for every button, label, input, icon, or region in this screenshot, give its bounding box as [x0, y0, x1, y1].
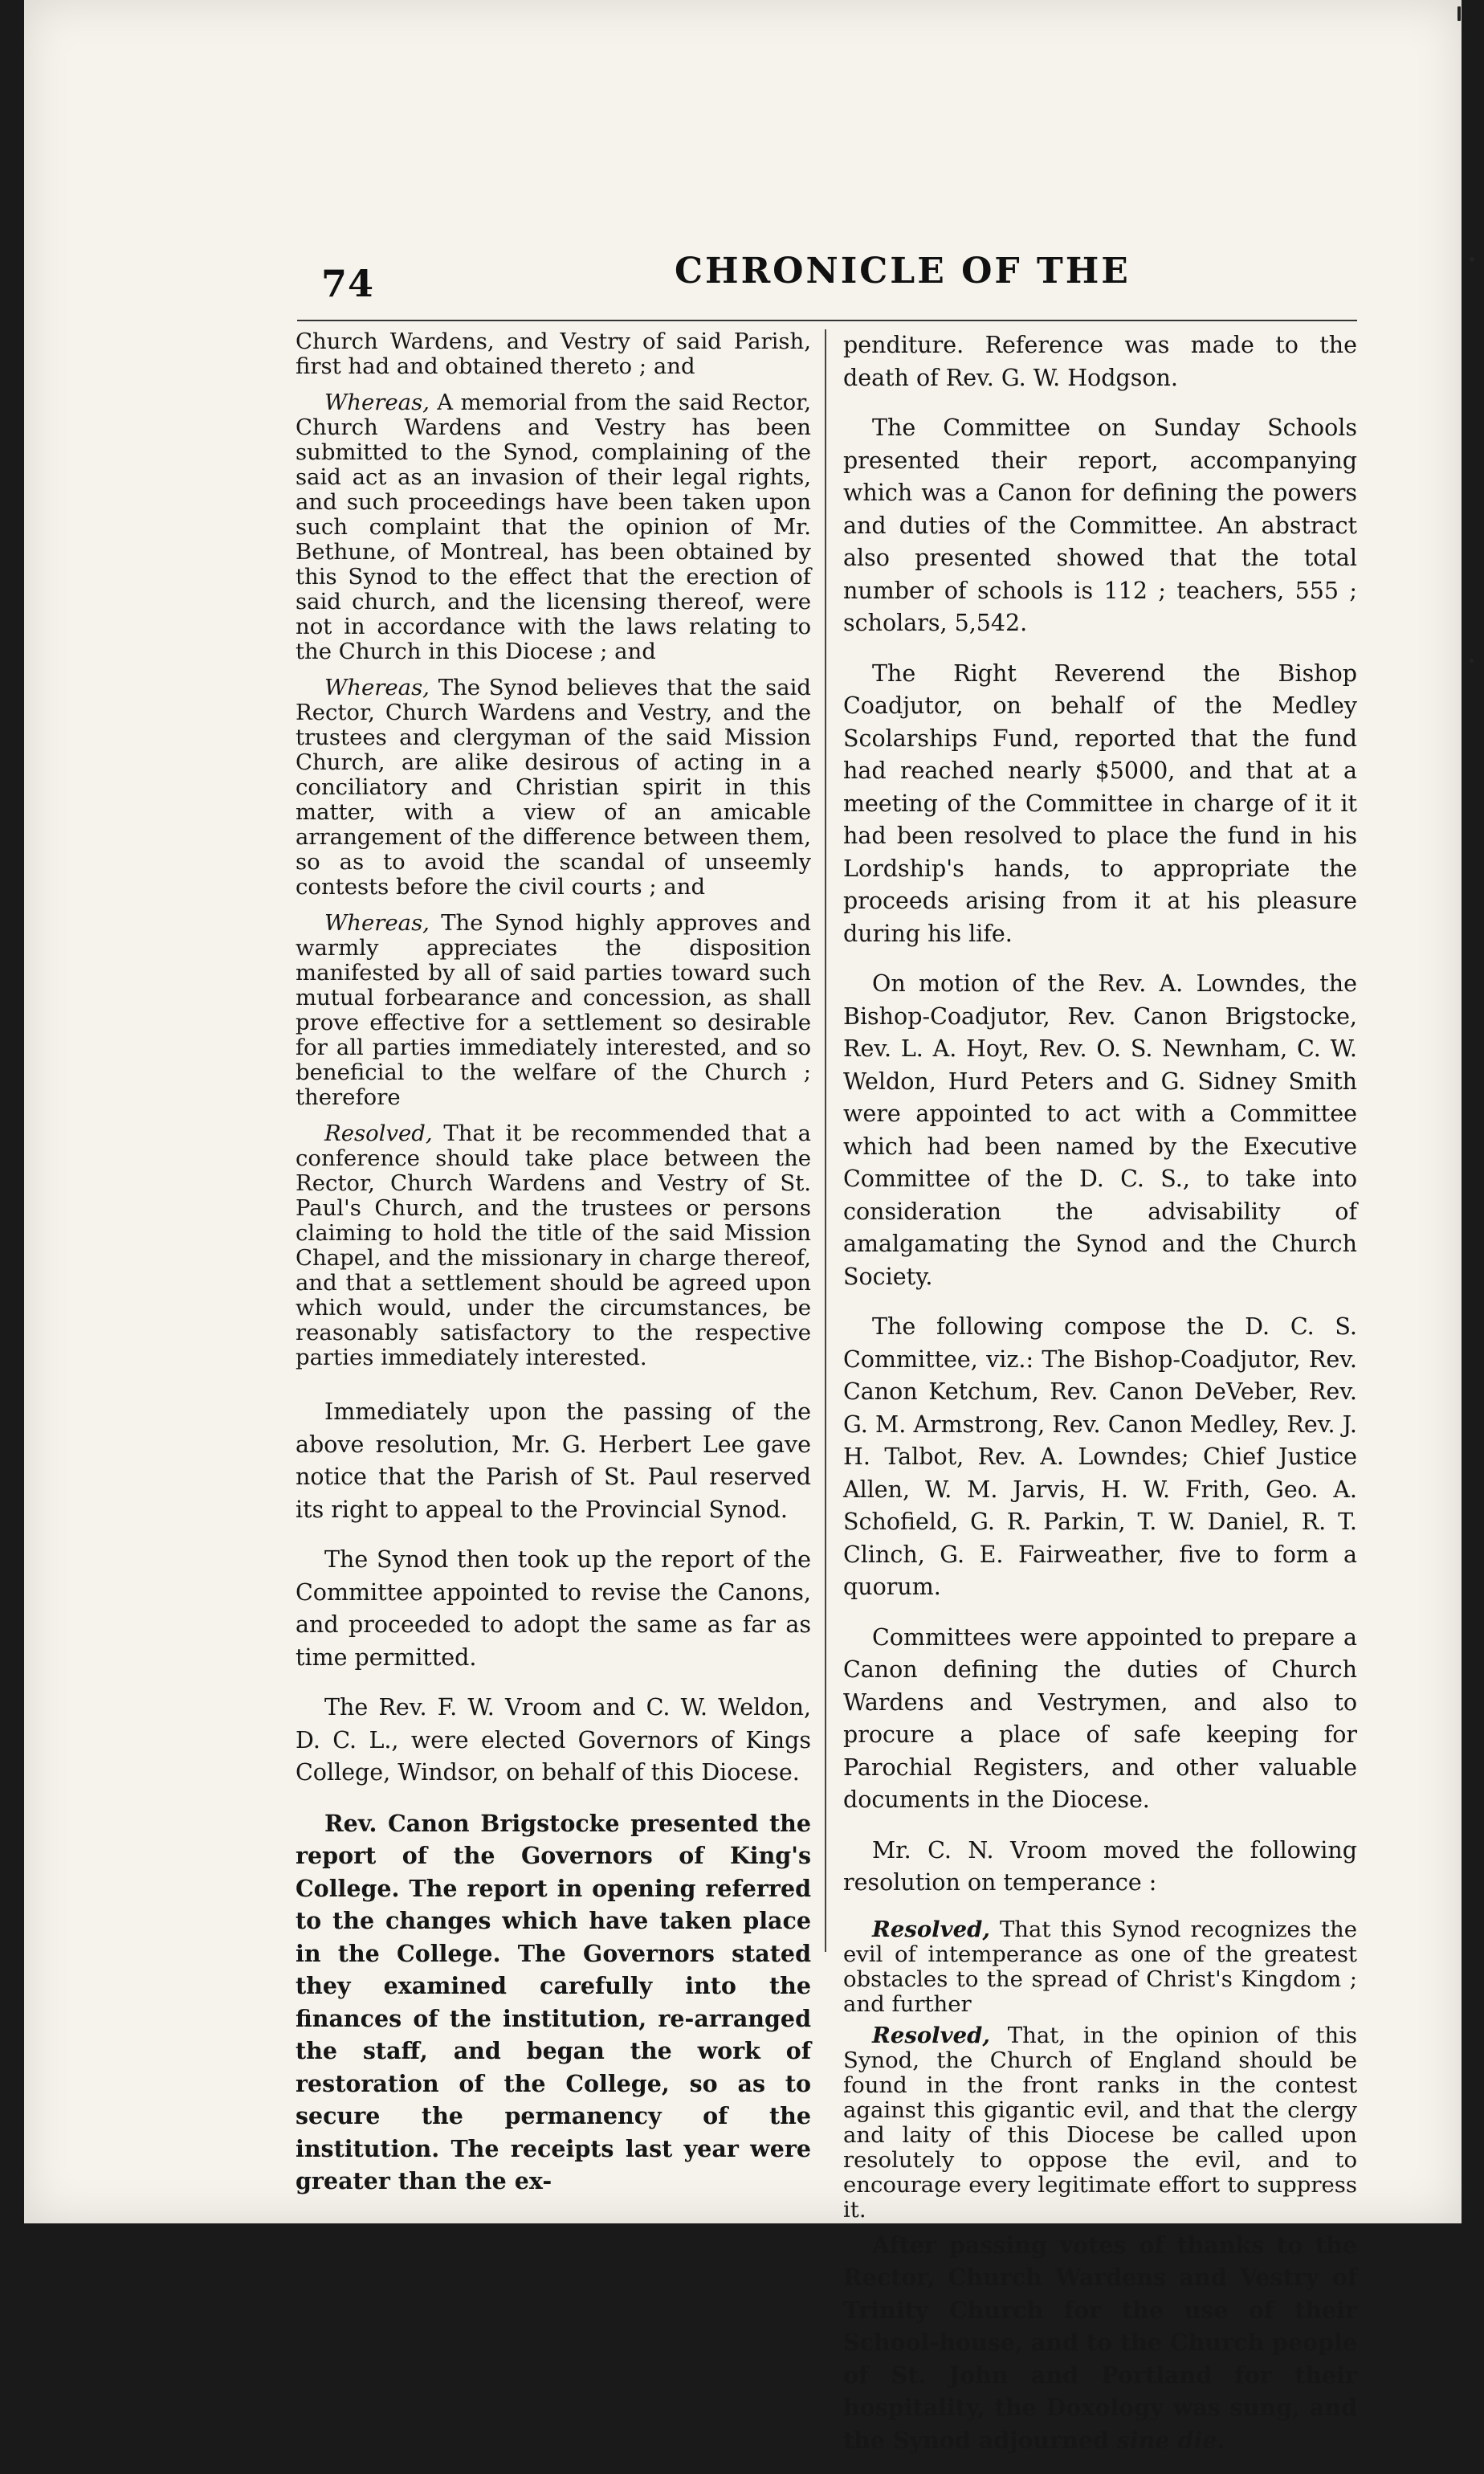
scan-speck — [1470, 257, 1474, 262]
paragraph-lead: Whereas, — [324, 910, 430, 936]
paragraph-lead: Resolved, — [872, 1916, 990, 1942]
paragraph-text: Immediately upon the passing of the above resolution, Mr. G. Herbert Lee gave notice that the Parish of St. Paul reserved its right to appeal to the Provincial Synod. — [296, 1398, 811, 1523]
paragraph-lead: Whereas, — [324, 390, 430, 415]
paragraph-text: A memorial from the said Rector, Church Wardens and Vestry has been submitted to the Synod, complaining of the said act as an invasion of their legal rights, and such proceedings have been taken upon such complaint that the opinion of Mr. Bethune, of Montreal, has been obtained by this Synod to the effect that the erection of said church, and the licensing thereof, were not in accordance with the laws relating to the Church in this Diocese ; and — [296, 390, 811, 664]
paragraph-text: The Rev. F. W. Vroom and C. W. Weldon, D. C. L., were elected Governors of Kings College, Windsor, on behalf of this Diocese. — [296, 1694, 811, 1786]
paragraph — [296, 676, 811, 900]
paragraph-text: The following compose the D. C. S. Committee, viz.: The Bishop-Coadjutor, Rev. Canon Ketchum, Rev. Canon DeVeber, Rev. G. M. Armstrong, Rev. Canon Medley, Rev. J. H. Talbot, Rev. A. Lowndes; Chief Justice Allen, W. M. Jarvis, H. W. Frith, Geo. A. Schofield, G. R. Parkin, T. W. Daniel, R. T. Clinch, G. E. Fairweather, five to form a quorum. — [843, 1313, 1357, 1600]
left-column — [296, 329, 811, 2215]
paragraph — [296, 1544, 811, 1674]
paragraph — [296, 390, 811, 664]
paragraph-text: Rev. Canon Brigstocke presented the report of the Governors of King's College. The report in opening referred to the changes which have taken place in the College. The Governors stated they examined carefully into the finances of the institution, re-arranged the staff, and began the work of restoration of the College, so as to secure the permanency of the institution. The receipts last year were greater than the ex- — [296, 1809, 811, 2194]
paragraph-text: That it be recommended that a conference should take place between the Rector, Church Wardens and Vestry of St. Paul's Church, and the trustees or persons claiming to hold the title of the said Mission Chapel, and the missionary in charge thereof, and that a settlement should be agreed upon which would, under the circumstances, be reasonably satisfactory to the respective parties immediately interested. — [296, 1121, 811, 1370]
paragraph-text: The Synod then took up the report of the Committee appointed to revise the Canons, and proceeded to adopt the same as far as time permitted. — [296, 1546, 811, 1671]
paragraph-text: After passing votes of thanks to the Rector, Church Wardens and Vestry of Trinity Church for the use of their School-house, and to the Church people of St. John and Portland for their hospitality, the Doxology was sung, and the Synod adjourned — [843, 2231, 1357, 2454]
paragraph-text: The Synod believes that the said Rector, Church Wardens and Vestry, and the trustees and clergyman of the said Mission Church, are alike desirous of acting in a conciliatory and Christian spirit in this matter, with a view of an amicable arrangement of the difference between them, so as to avoid the scandal of unseemly contests before the civil courts ; and — [296, 675, 811, 900]
paragraph-lead: Resolved, — [324, 1121, 433, 1146]
paragraph — [843, 412, 1357, 640]
paragraph — [843, 329, 1357, 394]
paragraph — [296, 1121, 811, 1370]
scan-mark — [1458, 6, 1461, 21]
paragraph-tail: sine die. — [1116, 2426, 1225, 2454]
paragraph-lead: Resolved, — [872, 2022, 990, 2048]
paragraph — [296, 329, 811, 379]
header-rule — [297, 320, 1357, 321]
paragraph-text: The Committee on Sunday Schools presented their report, accompanying which was a Canon for defining the powers and duties of the Committee. An abstract also presented showed that the total number of schools is 112 ; teachers, 555 ; scholars, 5,542. — [843, 414, 1357, 636]
running-title: CHRONICLE OF THE — [675, 251, 1131, 292]
paragraph-text: On motion of the Rev. A. Lowndes, the Bishop-Coadjutor, Rev. Canon Brigstocke, Rev. L. A. Hoyt, Rev. O. S. Newnham, C. W. Weldon, Hurd Peters and G. Sidney Smith were appointed to act with a Committee which had been named by the Executive Committee of the D. C. S., to take into consideration the advisability of amalgamating the Synod and the Church Society. — [843, 970, 1357, 1290]
paragraph — [296, 911, 811, 1110]
paragraph — [843, 1835, 1357, 1900]
paragraph — [843, 1622, 1357, 1817]
paragraph — [296, 1807, 811, 2198]
paragraph — [843, 2023, 1357, 2223]
paragraph — [296, 1396, 811, 1526]
paragraph-text: The Synod highly approves and warmly appreciates the disposition manifested by all of said parties toward such mutual forbearance and concession, as shall prove effective for a settlement so desirable for all parties immediately interested, and so beneficial to the welfare of the Church ; therefore — [296, 910, 811, 1110]
paragraph — [843, 1917, 1357, 2017]
right-column — [843, 329, 1357, 2474]
paragraph-text: The Right Reverend the Bishop Coadjutor, on behalf of the Medley Scolarships Fund, reported that the fund had reached nearly $5000, and that at a meeting of the Committee in charge of it it had been resolved to place the fund in his Lordship's hands, to appropriate the proceeds arising from it at his pleasure during his life. — [843, 659, 1357, 947]
paragraph — [843, 1311, 1357, 1604]
paragraph — [843, 658, 1357, 951]
paragraph-text: That this Synod recognizes the evil of intemperance as one of the greatest obstacles to the spread of Christ's Kingdom ; and further — [843, 1916, 1357, 2017]
page-header — [321, 247, 1389, 312]
paragraph-text: That, in the opinion of this Synod, the Church of England should be found in the front ranks in the contest against this gigantic evil, and that the clergy and laity of this Diocese be called upon resolutely to oppose the evil, and to encourage every legitimate effort to suppress it. — [843, 2022, 1357, 2223]
paragraph-lead: Whereas, — [324, 675, 430, 700]
paragraph-text: Mr. C. N. Vroom moved the following resolution on temperance : — [843, 1836, 1357, 1896]
paragraph-text: Committees were appointed to prepare a Canon defining the duties of Church Wardens and Vestrymen, and also to procure a place of safe keeping for Parochial Registers, and other valuable documents in the Diocese. — [843, 1623, 1357, 1813]
paragraph — [843, 2229, 1357, 2457]
column-divider — [825, 329, 826, 1952]
page-number: 74 — [321, 262, 375, 305]
paragraph-text: penditure. Reference was made to the death of Rev. G. W. Hodgson. — [843, 332, 1357, 391]
scan-speck — [1470, 659, 1474, 663]
paragraph-text: Church Wardens, and Vestry of said Parish, first had and obtained thereto ; and — [296, 329, 811, 379]
paragraph — [843, 968, 1357, 1293]
paragraph — [296, 1692, 811, 1790]
